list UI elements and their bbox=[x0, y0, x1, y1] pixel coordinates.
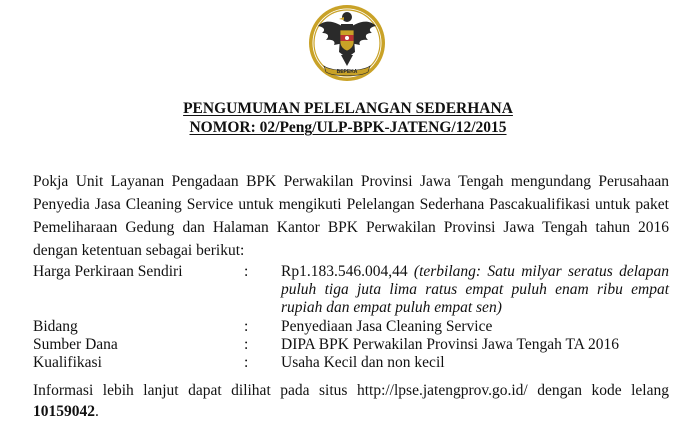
footer-period: . bbox=[95, 403, 99, 420]
detail-label: Kualifikasi bbox=[33, 354, 102, 371]
title-line-2: NOMOR: 02/Peng/ULP-BPK-JATENG/12/2015 bbox=[189, 119, 507, 136]
garuda-emblem-icon bbox=[308, 0, 386, 86]
detail-value: Usaha Kecil dan non kecil bbox=[281, 354, 445, 371]
detail-value: DIPA BPK Perwakilan Provinsi Jawa Tengah TA 2016 bbox=[281, 336, 619, 353]
footer-paragraph bbox=[33, 380, 669, 422]
detail-colon: : bbox=[244, 336, 249, 353]
detail-label: Sumber Dana bbox=[33, 336, 118, 353]
intro-paragraph: Pokja Unit Layanan Pengadaan BPK Perwakilan Provinsi Jawa Tengah mengundang Perusahaan Penyedia Jasa Cleaning Service untuk mengikuti Pelelangan Sederhana Pascakualifikasi untuk paket Pemeliharaan Gedung dan Halaman Kantor BPK Perwakilan Provinsi Jawa Tengah tahun 2016 dengan ketentuan sebagai berikut: bbox=[33, 173, 669, 259]
footer-text: Informasi lebih lanjut dapat dilihat pada situs http://lpse.jatengprov.go.id/ dengan kode lelang bbox=[33, 382, 669, 399]
kode-lelang: 10159042 bbox=[33, 403, 95, 420]
title-line-1: PENGUMUMAN PELELANGAN SEDERHANA bbox=[183, 100, 513, 117]
detail-row-kualifikasi bbox=[33, 354, 669, 372]
detail-label: Harga Perkiraan Sendiri bbox=[33, 263, 183, 280]
emblem-ribbon-text: BEPEKA bbox=[336, 69, 358, 75]
detail-label: Bidang bbox=[33, 318, 78, 335]
detail-colon: : bbox=[244, 263, 249, 280]
detail-row-sumber-dana bbox=[33, 336, 669, 354]
hps-terbilang: (terbilang: Satu milyar seratus delapan puluh tiga juta lima ratus empat puluh enam ribu empat rupiah dan empat puluh empat sen) bbox=[281, 263, 670, 316]
details-table bbox=[33, 263, 669, 372]
detail-value: Penyediaan Jasa Cleaning Service bbox=[281, 318, 493, 335]
detail-row-bidang bbox=[33, 318, 669, 336]
detail-value bbox=[281, 263, 669, 317]
detail-colon: : bbox=[244, 318, 249, 335]
announcement-title bbox=[0, 99, 696, 137]
detail-row-hps bbox=[33, 263, 669, 317]
hps-amount: Rp1.183.546.004,44 bbox=[281, 263, 408, 280]
detail-colon: : bbox=[244, 354, 249, 371]
